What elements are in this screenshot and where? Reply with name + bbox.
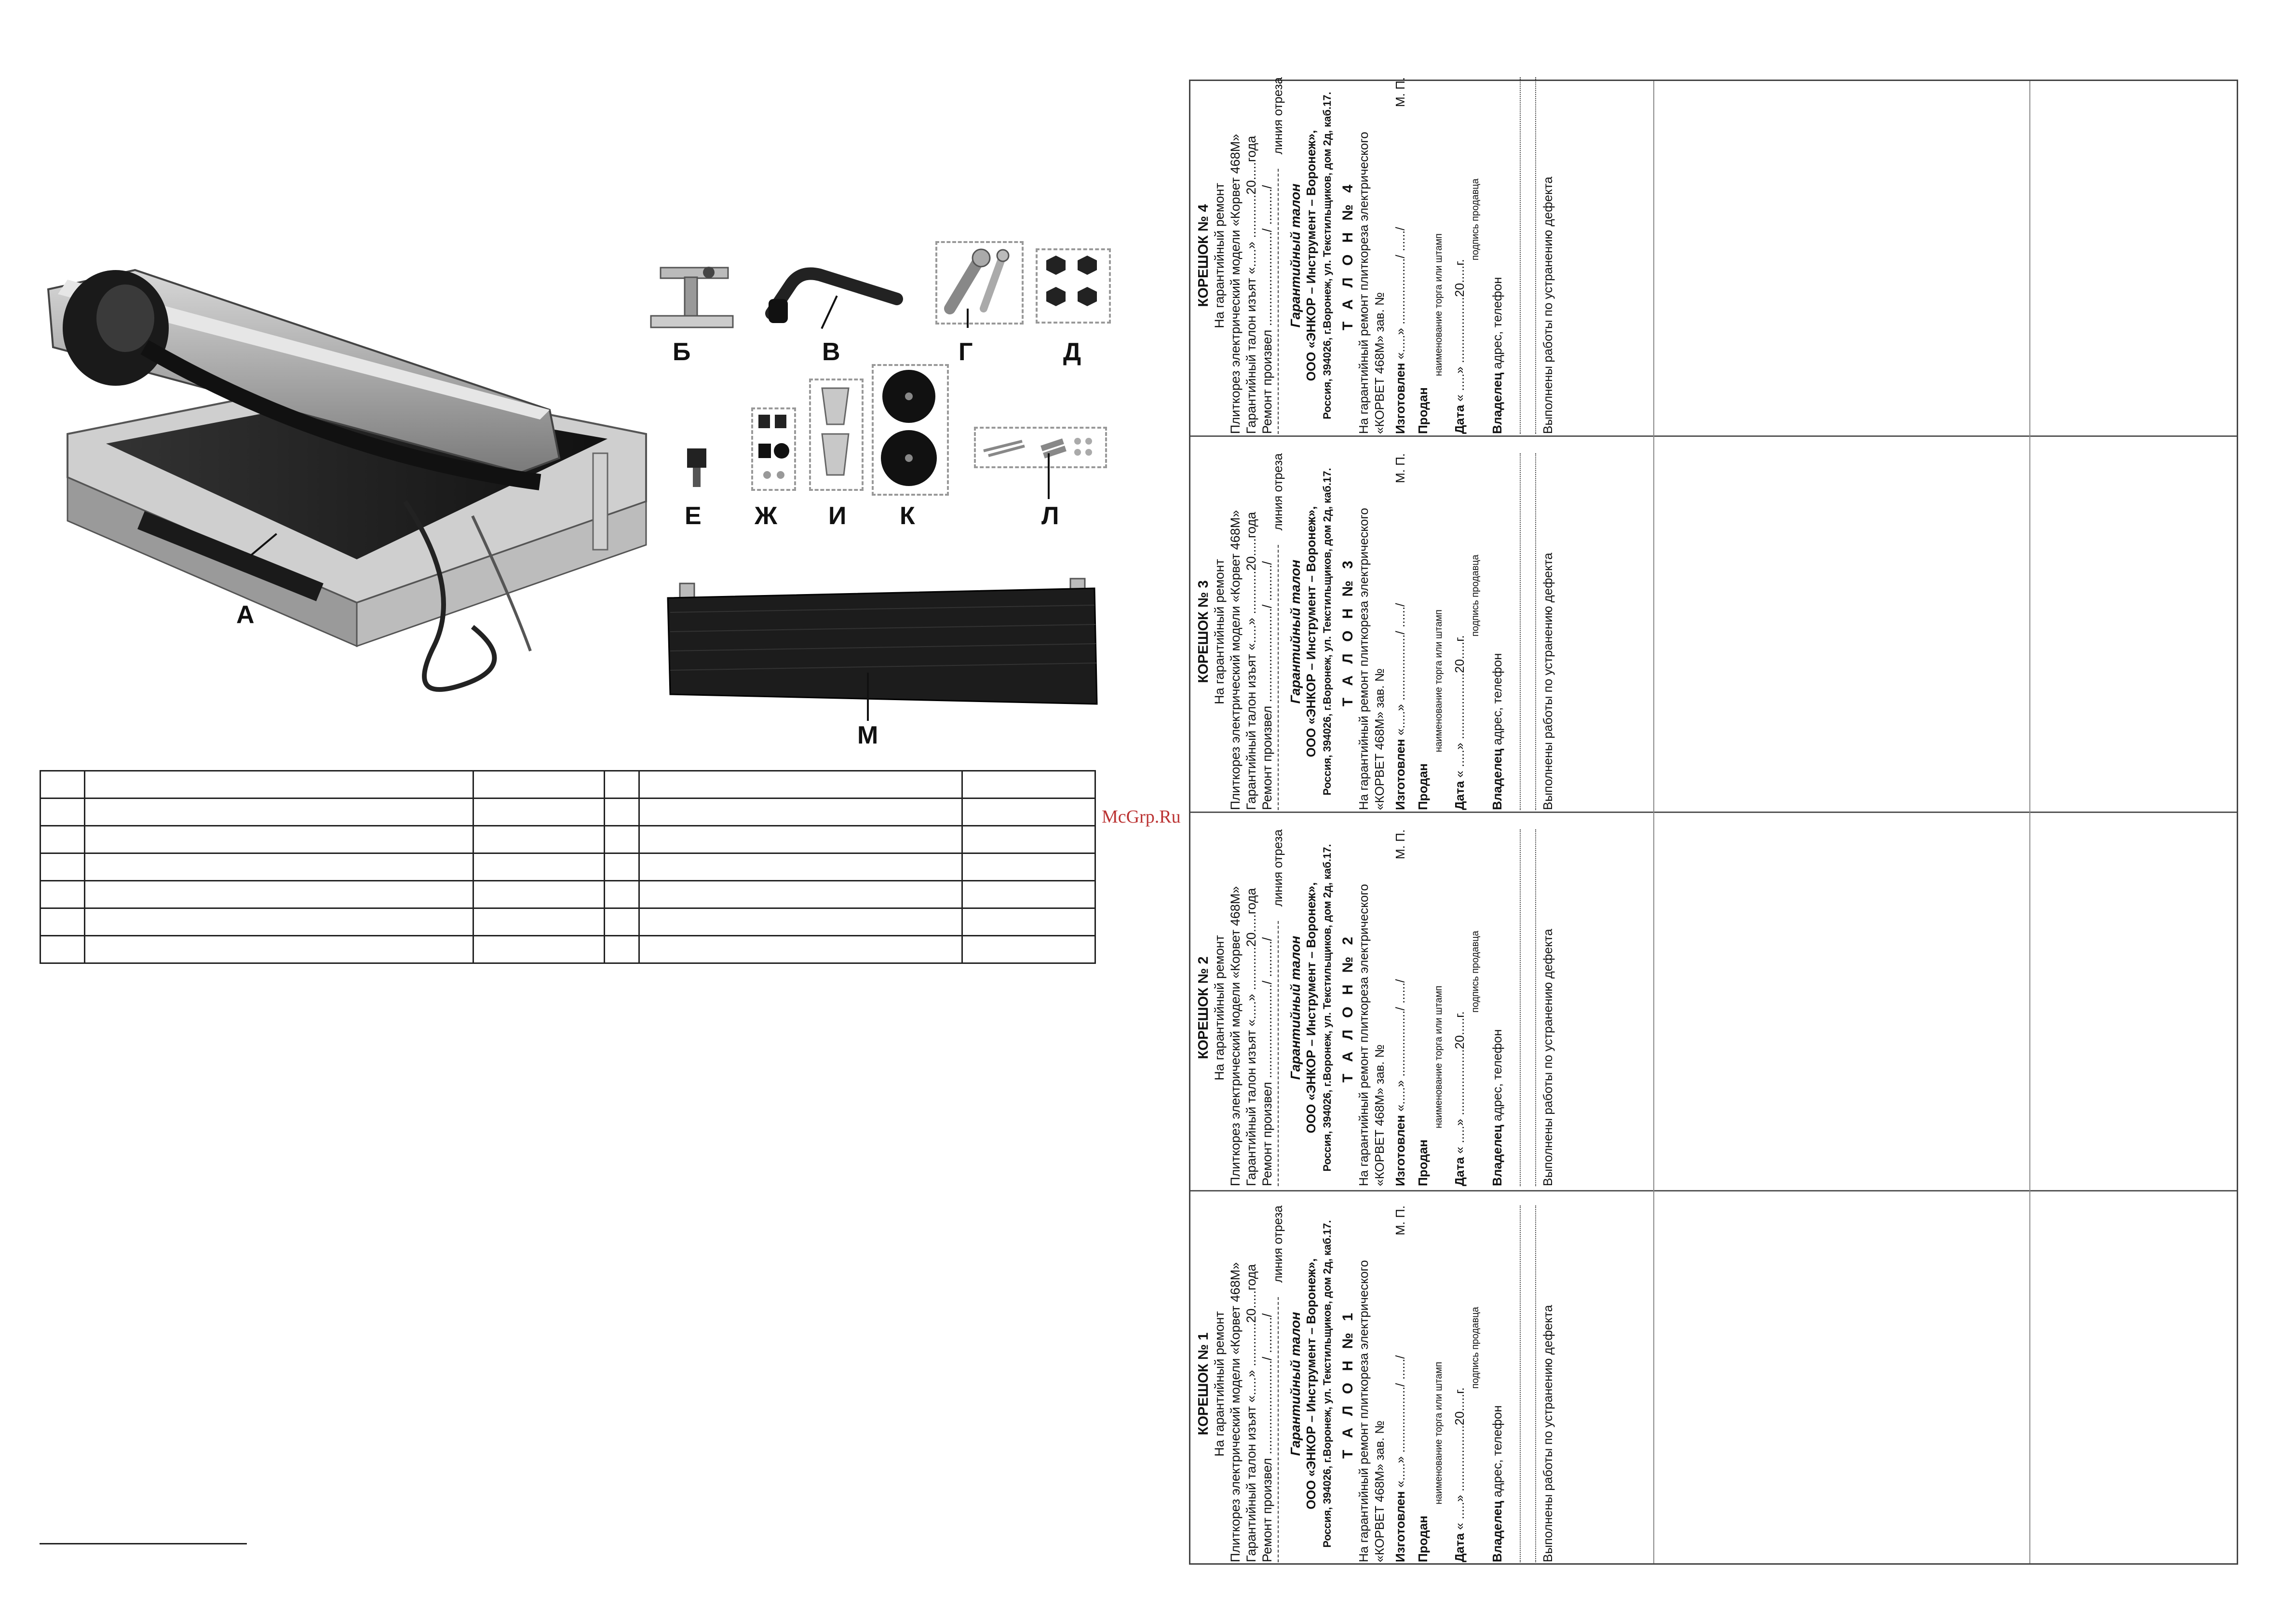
- stub-line: На гарантийный ремонт: [1212, 183, 1227, 328]
- company-name: ООО «ЭНКОР – Инструмент – Воронеж»,: [1304, 1258, 1318, 1510]
- stub-line: Плиткорез электрический модели «Корвет 468М»: [1228, 510, 1243, 810]
- leader-g: [967, 309, 969, 328]
- dotted-line: [1521, 453, 1536, 810]
- owner-value: адрес, телефон: [1490, 277, 1504, 369]
- dotted-line: [1505, 453, 1521, 810]
- talon-title: Т А Л О Н № 4: [1340, 180, 1356, 331]
- warranty-heading: Гарантийный талон: [1288, 559, 1303, 704]
- company-name: ООО «ЭНКОР – Инструмент – Воронеж»,: [1304, 130, 1318, 381]
- table-row: [41, 826, 1095, 853]
- date-value: « .....» ...................20.....г.: [1452, 1011, 1467, 1154]
- stub-4: [1196, 77, 1274, 434]
- talon-3: [1287, 453, 1567, 810]
- coupon-2: [1196, 829, 1567, 1186]
- made-value: «.....» .................../ ....../: [1393, 979, 1407, 1112]
- cut-line: линия отреза: [1270, 453, 1285, 810]
- trade-caption: наименование торга или штамп: [1433, 233, 1444, 376]
- label-m: М: [857, 721, 878, 749]
- company-name: ООО «ЭНКОР – Инструмент – Воронеж»,: [1304, 882, 1318, 1134]
- company-address: Россия, 394026, г.Воронеж, ул. Текстильщиков, дом 2д, каб.17.: [1321, 844, 1333, 1172]
- owner-label: Владелец: [1490, 372, 1504, 434]
- figure-parts: [0, 0, 1109, 752]
- works-label: Выполнены работы по устранению дефекта: [1540, 553, 1555, 810]
- label-b: Б: [673, 338, 691, 366]
- part-e-image: [682, 444, 711, 492]
- company-address: Россия, 394026, г.Воронеж, ул. Текстильщиков, дом 2д, каб.17.: [1321, 1220, 1333, 1548]
- stamp-place: М. П.: [1393, 1205, 1407, 1236]
- stub-line: Плиткорез электрический модели «Корвет 468М»: [1228, 134, 1243, 434]
- table-row: [41, 853, 1095, 881]
- repair-text: На гарантийный ремонт плиткореза электрического: [1356, 1260, 1371, 1562]
- stub-3: [1196, 453, 1274, 810]
- talon-1: [1287, 1205, 1567, 1562]
- label-l: Л: [1041, 502, 1059, 530]
- stub-line: Гарантийный талон изъят «.....» ............20.....года: [1244, 512, 1258, 810]
- date-label: Дата: [1452, 405, 1467, 434]
- warranty-heading: Гарантийный талон: [1288, 1312, 1303, 1456]
- dotted-line: [1521, 77, 1536, 434]
- talon-title: Т А Л О Н № 2: [1340, 933, 1356, 1083]
- parts-table: [40, 770, 1096, 964]
- stub-line: Гарантийный талон изъят «.....» ............20.....года: [1244, 888, 1258, 1186]
- stamp-place: М. П.: [1393, 77, 1407, 108]
- table-row: [41, 771, 1095, 798]
- part-v-image: [762, 256, 906, 328]
- coupon-4: [1196, 77, 1567, 434]
- dotted-line: [1521, 1205, 1536, 1562]
- cut-line: линия отреза: [1270, 1205, 1285, 1562]
- label-i: И: [828, 502, 847, 530]
- date-label: Дата: [1452, 781, 1467, 810]
- leader-l: [1048, 453, 1050, 499]
- made-label: Изготовлен: [1393, 739, 1407, 810]
- dotted-line: [1521, 829, 1536, 1186]
- footnote-rule: [40, 1543, 247, 1544]
- warranty-heading: Гарантийный талон: [1288, 935, 1303, 1080]
- seller-signature: подпись продавца: [1470, 178, 1481, 260]
- sold-label: Продан: [1416, 1139, 1430, 1186]
- owner-label: Владелец: [1490, 1501, 1504, 1562]
- talon-4: [1287, 77, 1567, 434]
- ruled-line: [1653, 81, 1654, 1563]
- part-zh-image: [754, 410, 792, 487]
- made-value: «.....» .................../ ....../: [1393, 227, 1407, 360]
- repair-text: На гарантийный ремонт плиткореза электрического: [1356, 132, 1371, 434]
- made-value: «.....» .................../ ....../: [1393, 1355, 1407, 1488]
- label-a: А: [236, 601, 255, 629]
- label-d: Д: [1063, 338, 1081, 366]
- company-name: ООО «ЭНКОР – Инструмент – Воронеж»,: [1304, 506, 1318, 758]
- date-value: « .....» ...................20.....г.: [1452, 1387, 1467, 1530]
- coupon-divider: [1190, 1190, 2237, 1191]
- coupon-1: [1196, 1205, 1567, 1562]
- stub-title: КОРЕШОК № 2: [1196, 956, 1211, 1059]
- label-v: В: [822, 338, 840, 366]
- owner-label: Владелец: [1490, 1124, 1504, 1186]
- works-label: Выполнены работы по устранению дефекта: [1540, 176, 1555, 434]
- made-value: «.....» .................../ ....../: [1393, 603, 1407, 736]
- owner-value: адрес, телефон: [1490, 1405, 1504, 1498]
- stub-title: КОРЕШОК № 4: [1196, 204, 1211, 307]
- stub-title: КОРЕШОК № 3: [1196, 580, 1211, 683]
- stub-line: На гарантийный ремонт: [1212, 1311, 1227, 1457]
- stub-line: Ремонт произвел ........................../ ........../: [1260, 937, 1274, 1186]
- date-value: « .....» ...................20.....г.: [1452, 635, 1467, 778]
- table-row: [41, 936, 1095, 963]
- owner-value: адрес, телефон: [1490, 1029, 1504, 1122]
- cut-line: линия отреза: [1270, 829, 1285, 1186]
- trade-caption: наименование торга или штамп: [1433, 986, 1444, 1128]
- talon-2: [1287, 829, 1567, 1186]
- part-i-image: [812, 381, 858, 485]
- seller-signature: подпись продавца: [1470, 1307, 1481, 1389]
- made-label: Изготовлен: [1393, 363, 1407, 434]
- part-d-image: [1039, 251, 1107, 318]
- watermark: McGrp.Ru: [1102, 807, 1181, 827]
- stub-line: Плиткорез электрический модели «Корвет 468М»: [1228, 886, 1243, 1186]
- coupon-divider: [1190, 435, 2237, 437]
- table-row: [41, 881, 1095, 908]
- model-line: «КОРВЕТ 468М» зав. №: [1372, 292, 1387, 434]
- sold-label: Продан: [1416, 1516, 1430, 1562]
- stub-line: Ремонт произвел ........................../ ........../: [1260, 1313, 1274, 1562]
- ruled-line: [2029, 81, 2030, 1563]
- stub-line: На гарантийный ремонт: [1212, 559, 1227, 704]
- talon-title: Т А Л О Н № 1: [1340, 1309, 1356, 1459]
- coupon-3: [1196, 453, 1567, 810]
- label-k: К: [900, 502, 915, 530]
- trade-caption: наименование торга или штамп: [1433, 609, 1444, 752]
- leader-m: [867, 673, 869, 721]
- stub-line: Гарантийный талон изъят «.....» ............20.....года: [1244, 1264, 1258, 1562]
- model-line: «КОРВЕТ 468М» зав. №: [1372, 668, 1387, 810]
- table-row: [41, 798, 1095, 826]
- part-b-image: [646, 263, 738, 335]
- trade-caption: наименование торга или штамп: [1433, 1362, 1444, 1504]
- repair-text: На гарантийный ремонт плиткореза электрического: [1356, 884, 1371, 1186]
- date-label: Дата: [1452, 1533, 1467, 1562]
- label-g: Г: [959, 338, 973, 366]
- works-label: Выполнены работы по устранению дефекта: [1540, 929, 1555, 1186]
- part-g-image: [940, 246, 1017, 318]
- stub-line: Ремонт произвел ........................../ ........../: [1260, 561, 1274, 810]
- stub-line: Гарантийный талон изъят «.....» ............20.....года: [1244, 135, 1258, 434]
- made-label: Изготовлен: [1393, 1491, 1407, 1562]
- owner-label: Владелец: [1490, 748, 1504, 810]
- repair-text: На гарантийный ремонт плиткореза электрического: [1356, 508, 1371, 810]
- dotted-line: [1505, 829, 1521, 1186]
- tile-cutter-machine-image: [39, 251, 656, 733]
- part-k-image: [875, 366, 943, 489]
- talon-title: Т А Л О Н № 3: [1340, 556, 1356, 707]
- stub-line: Плиткорез электрический модели «Корвет 468М»: [1228, 1262, 1243, 1562]
- model-line: «КОРВЕТ 468М» зав. №: [1372, 1421, 1387, 1562]
- stamp-place: М. П.: [1393, 453, 1407, 484]
- sold-label: Продан: [1416, 763, 1430, 810]
- owner-value: адрес, телефон: [1490, 653, 1504, 745]
- label-zh: Ж: [755, 502, 777, 530]
- made-label: Изготовлен: [1393, 1115, 1407, 1186]
- seller-signature: подпись продавца: [1470, 555, 1481, 636]
- company-address: Россия, 394026, г.Воронеж, ул. Текстильщиков, дом 2д, каб.17.: [1321, 468, 1333, 796]
- model-line: «КОРВЕТ 468М» зав. №: [1372, 1044, 1387, 1186]
- stamp-place: М. П.: [1393, 829, 1407, 860]
- cut-line: линия отреза: [1270, 77, 1285, 434]
- stub-line: Ремонт произвел ........................../ ........../: [1260, 185, 1274, 434]
- date-label: Дата: [1452, 1157, 1467, 1186]
- label-e: Е: [685, 502, 702, 530]
- date-value: « .....» ...................20.....г.: [1452, 259, 1467, 402]
- stub-1: [1196, 1205, 1274, 1562]
- works-label: Выполнены работы по устранению дефекта: [1540, 1305, 1555, 1562]
- part-l-image: [979, 429, 1099, 463]
- coupon-divider: [1190, 812, 2237, 813]
- stub-line: На гарантийный ремонт: [1212, 935, 1227, 1081]
- part-m-image: [661, 569, 1104, 709]
- sold-label: Продан: [1416, 387, 1430, 434]
- warranty-heading: Гарантийный талон: [1288, 183, 1303, 328]
- table-row: [41, 908, 1095, 936]
- dotted-line: [1505, 1205, 1521, 1562]
- stub-title: КОРЕШОК № 1: [1196, 1332, 1211, 1435]
- company-address: Россия, 394026, г.Воронеж, ул. Текстильщиков, дом 2д, каб.17.: [1321, 92, 1333, 420]
- seller-signature: подпись продавца: [1470, 931, 1481, 1013]
- stub-2: [1196, 829, 1274, 1186]
- dotted-line: [1505, 77, 1521, 434]
